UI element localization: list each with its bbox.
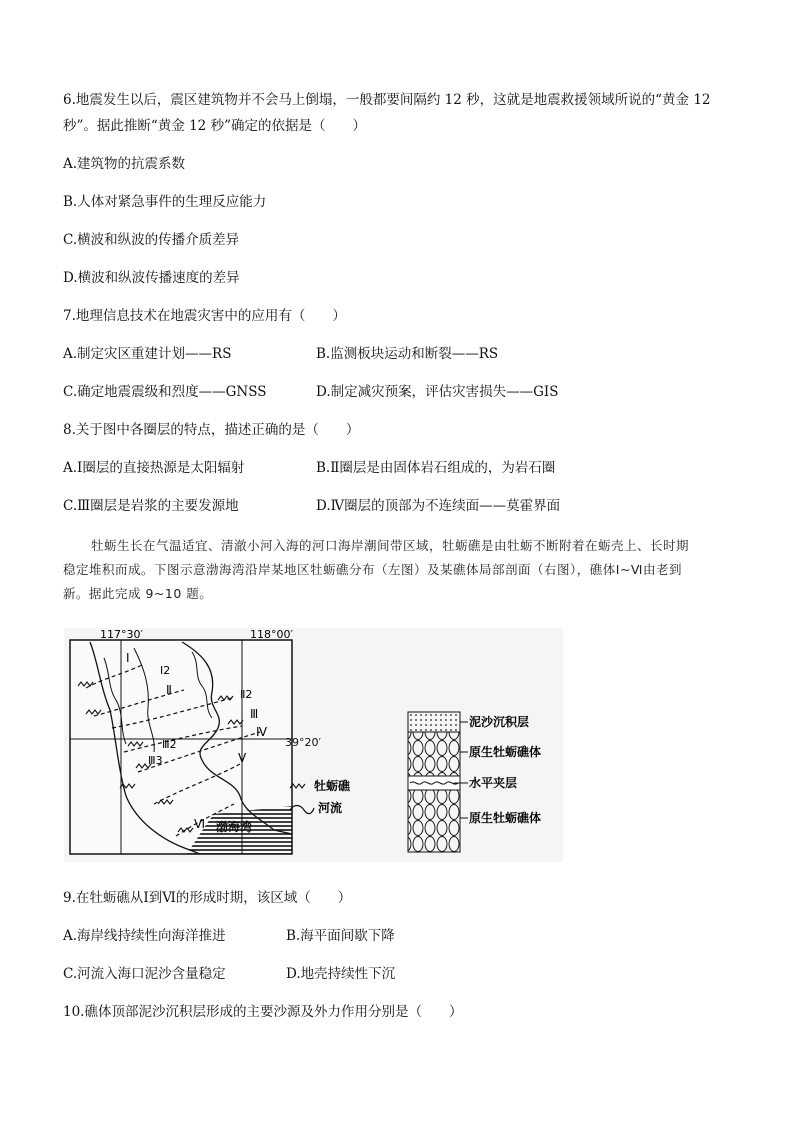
reef-label-3: Ⅲ [250, 707, 259, 721]
q6-stem-line2: 秒”。据此推断“黄金 12 秒”确定的依据是（ ） [63, 118, 366, 134]
q8-option-b: B.Ⅱ圈层是由固体岩石组成的，为岩石圈 [316, 460, 556, 476]
q8-stem: 8.关于图中各圈层的特点，描述正确的是（ ） [63, 422, 360, 438]
lat-label: 39°20′ [285, 736, 321, 749]
reef-label-4: Ⅳ [256, 725, 268, 739]
reef-label-3-3: Ⅲ3 [148, 754, 163, 767]
legend-reef-label: 牡蛎礁 [314, 779, 351, 793]
reef-label-3-2: Ⅲ2 [162, 738, 177, 751]
oyster-reef-figure [64, 628, 563, 862]
q9-option-d: D.地壳持续性下沉 [286, 966, 396, 982]
legend-river-label: 河流 [318, 801, 343, 815]
q7-stem: 7.地理信息技术在地震灾害中的应用有（ ） [63, 308, 346, 324]
lon-label-2: 118°00′ [250, 628, 293, 641]
passage-line3: 新。据此完成 9~10 题。 [63, 586, 213, 601]
reef-label-1-2: Ⅰ2 [160, 664, 171, 677]
q9-option-c: C.河流入海口泥沙含量稳定 [63, 966, 226, 982]
q8-option-a: A.Ⅰ圈层的直接热源是太阳辐射 [63, 460, 245, 476]
q9-stem: 9.在牡蛎礁从Ⅰ到Ⅵ的形成时期，该区域（ ） [63, 890, 352, 906]
reef-label-1: Ⅰ [126, 651, 130, 665]
q7-option-d: D.制定减灾预案，评估灾害损失——GIS [316, 384, 559, 400]
legend-river-symbol [290, 806, 314, 814]
reading-passage [63, 534, 731, 606]
q6-stem-line1: 6.地震发生以后，震区建筑物并不会马上倒塌，一般都要间隔约 12 秒，这就是地震救援领域所说的“黄金 12 [63, 92, 711, 108]
layer-label-sediment: 泥沙沉积层 [469, 715, 530, 729]
reef-label-2: Ⅱ [166, 683, 172, 697]
reef-label-5: Ⅴ [238, 751, 247, 765]
reef-section-column [408, 712, 460, 852]
figure-svg [64, 628, 563, 862]
passage-line1: 牡蛎生长在气温适宜、清澈小河入海的河口海岸潮间带区域，牡蛎礁是由牡蛎不断附着在蛎壳上、长时期 [91, 538, 690, 553]
q7-option-b: B.监测板块运动和断裂——RS [316, 346, 499, 362]
layer-label-interlayer: 水平夹层 [469, 776, 518, 790]
q9-option-a: A.海岸线持续性向海洋推进 [63, 928, 226, 944]
layer-label-reef-lower: 原生牡蛎礁体 [469, 811, 542, 825]
layer-label-reef-upper: 原生牡蛎礁体 [469, 745, 542, 759]
q9-option-b: B.海平面间歇下降 [286, 928, 395, 944]
lon-label-1: 117°30′ [100, 628, 143, 641]
q8-option-c: C.Ⅲ圈层是岩浆的主要发源地 [63, 498, 239, 514]
q7-option-c: C.确定地震震级和烈度——GNSS [63, 384, 267, 400]
q7-option-a: A.制定灾区重建计划——RS [63, 346, 232, 362]
q6-option-c: C.横波和纵波的传播介质差异 [63, 232, 240, 248]
q6-option-b: B.人体对紧急事件的生理反应能力 [63, 194, 267, 210]
q6-option-d: D.横波和纵波传播速度的差异 [63, 270, 240, 286]
reef-label-2-2: Ⅱ2 [240, 688, 253, 701]
q6-option-a: A.建筑物的抗震系数 [63, 156, 186, 172]
reef-label-6: Ⅵ [194, 817, 206, 831]
q8-option-d: D.Ⅳ圈层的顶部为不连续面——莫霍界面 [316, 498, 561, 514]
q10-stem: 10.礁体顶部泥沙沉积层形成的主要沙源及外力作用分别是（ ） [63, 1004, 463, 1020]
passage-line2: 稳定堆积而成。下图示意渤海湾沿岸某地区牡蛎礁分布（左图）及某礁体局部剖面（右图），礁体Ⅰ~Ⅵ由老到 [63, 562, 682, 577]
sea-label: 渤海湾 [216, 820, 253, 834]
